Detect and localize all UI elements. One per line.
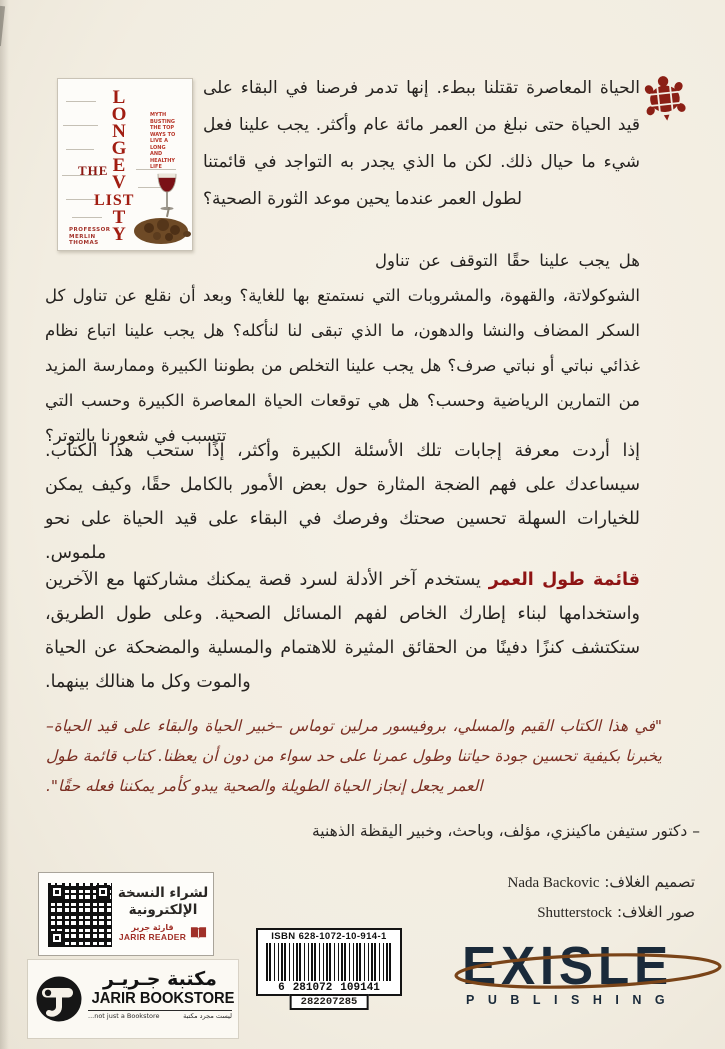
ebook-text-line1: لشراء النسخة — [117, 885, 209, 901]
barcode-digit-left: 6 — [278, 982, 285, 994]
jarir-reader-arabic: قارئة جرير — [131, 923, 174, 932]
cover-list-line — [63, 125, 98, 126]
jarir-reader-latin: JARIR READER — [118, 932, 187, 942]
qr-finder-icon — [96, 885, 110, 899]
cover-list-line — [72, 217, 102, 218]
exisle-publisher-logo — [462, 936, 716, 1018]
jarir-bookstore-latin: JARIR BOOKSTORE — [91, 990, 235, 1007]
jarir-bookstore-tagline — [88, 1010, 232, 1020]
scan-artifact — [0, 6, 5, 46]
qr-finder-icon — [50, 931, 64, 945]
book-title-lead: قائمة طول العمر — [488, 570, 640, 590]
cover-spine-letter: Y — [112, 224, 126, 245]
review-quote: "في هذا الكتاب القيم والمسلي، بروفيسور مرلين توماس –خبير الحياة والبقاء على قيد الحياة– يخبرنا بكيفية تحسين جودة حياتنا وطول عمرنا على حد سواء من دون أن يعظنا. كتاب قائمة طول العمر يجعل إنجاز الحياة الطويلة والصحية يبدو كأمر يمكننا فعله حقًا". — [46, 717, 662, 795]
layout-spacer — [45, 243, 375, 271]
cover-title-the: THE — [78, 163, 109, 178]
barcode-digits-right: 109141 — [340, 982, 380, 994]
cover-subtitle: MYTH BUSTING THE TOP WAYS TO LIVE A LONG AND HEALTHY LIFE — [150, 112, 176, 170]
qr-code — [48, 883, 112, 947]
ebook-qr-box — [38, 872, 214, 956]
cover-list-line — [66, 199, 96, 200]
cover-spine-letter: T — [112, 207, 126, 228]
barcode-bars — [266, 943, 392, 981]
cover-spine-letter: V — [112, 172, 126, 193]
isbn-text: ISBN 628-1072-10-914-1 — [271, 931, 387, 942]
review-attribution: – دكتور ستيفن ماكينزي، مؤلف، وباحث، وخبير اليقظة الذهنية — [312, 822, 700, 840]
credit-photos-label: صور الغلاف: — [616, 903, 695, 921]
jarir-bookstore-mark-icon — [35, 975, 83, 1027]
cover-spine-letter: L — [112, 87, 126, 108]
credit-design — [508, 868, 696, 898]
barcode-digits-mid: 281072 — [292, 982, 333, 994]
cover-title-list: LIST — [94, 192, 135, 209]
synopsis-paragraph-2 — [45, 243, 640, 453]
jarir-bookstore-logo — [28, 960, 238, 1038]
credit-design-label: تصميم الغلاف: — [604, 873, 695, 891]
cover-spine-letter: O — [111, 104, 127, 125]
credit-photos — [508, 898, 696, 928]
tagline-ar: ليست مجرد مكتبة — [183, 1012, 232, 1020]
synopsis-paragraph-2-text: هل يجب علينا حقًا التوقف عن تناول الشوكولاتة، والقهوة، والمشروبات التي نستمتع بها للغاية؟ وبعد أن نقلع عن تناول كل السكر المضاف والنشا والدهون، ما الذي تبقى لنا لنأكله؟ هل يجب علينا اتباع نظام غذائي نباتي أو نباتي صرف؟ هل يجب علينا التخلص من بطوننا الكبيرة وممارسة المزيد من التمارين الرياضية وحسب؟ هل هي توقعات الحياة المعاصرة الكبيرة وحسب التي تتسبب في شعورنا بالتوتر؟ — [45, 251, 640, 445]
cover-spine-letter: E — [112, 155, 126, 176]
credit-photos-value: Shutterstock — [537, 905, 613, 921]
tagline-en: ...not just a Bookstore — [88, 1012, 160, 1020]
synopsis-paragraph-4 — [45, 563, 640, 699]
exisle-wordmark: EXISLE — [462, 936, 673, 996]
qr-finder-icon — [50, 885, 64, 899]
ebook-text-line2: الإلكترونية — [128, 902, 198, 918]
cover-list-line — [66, 101, 96, 102]
synopsis-paragraph-1: الحياة المعاصرة تقتلنا ببطء. إنها تدمر فرصنا في البقاء على قيد الحياة حتى نبلغ من العمر مائة عام وأكثر. يجب علينا فعل شيء ما حيال ذلك. لكن ما الذي يجدر به التواجد في قائمتنا لطول العمر عندما يحين موعد الثورة الصحية؟ — [203, 78, 640, 209]
synopsis-paragraph-3: إذا أردت معرفة إجابات تلك الأسئلة الكبيرة وأكثر، إذًا ستحب هذا الكتاب. سيساعدك على فهم الضجة المثارة حول بعض الأمور بالكامل حقًا، وكيف يمكن للخيارات السهلة تحسين صحتك وفرصك في البقاء على قيد الحياة على نحو ملموس. — [45, 441, 640, 563]
barcode-secondary-number: 282207285 — [290, 994, 369, 1010]
barcode-box — [256, 928, 402, 1008]
cover-thumbnail — [57, 78, 193, 251]
exisle-publishing-label: PUBLISHING — [466, 993, 679, 1007]
credits-block — [508, 868, 696, 928]
synopsis-paragraph-4-text: يستخدم آخر الأدلة لسرد قصة يمكنك مشاركتها مع الآخرين واستخدامها لبناء إطارك الخاص لفهم المسائل الصحية. وعلى طول الطريق، ستكتشف كنزًا دفينًا من الحقائق المثيرة للاهتمام والمسلية والمضحكة عن الحياة والموت وكل ما هنالك بينهما. — [45, 570, 640, 692]
cover-list-line — [66, 149, 94, 150]
book-icon — [190, 925, 207, 940]
barcode-digits — [258, 982, 400, 994]
credit-design-value: Nada Backovic — [507, 875, 600, 891]
cover-spine-letter: G — [111, 138, 127, 159]
cover-author: PROFESSOR MERLIN THOMAS — [69, 227, 111, 246]
cover-spine-letter: N — [112, 121, 126, 142]
jarir-bookstore-text — [88, 968, 235, 1020]
jarir-reader-logo — [117, 923, 209, 942]
jarir-bookstore-arabic: مكتبة جـريـر — [103, 968, 217, 990]
ebook-purchase-text — [117, 885, 209, 919]
turtle-icon — [638, 72, 691, 128]
jarir-reader-text — [119, 923, 186, 942]
